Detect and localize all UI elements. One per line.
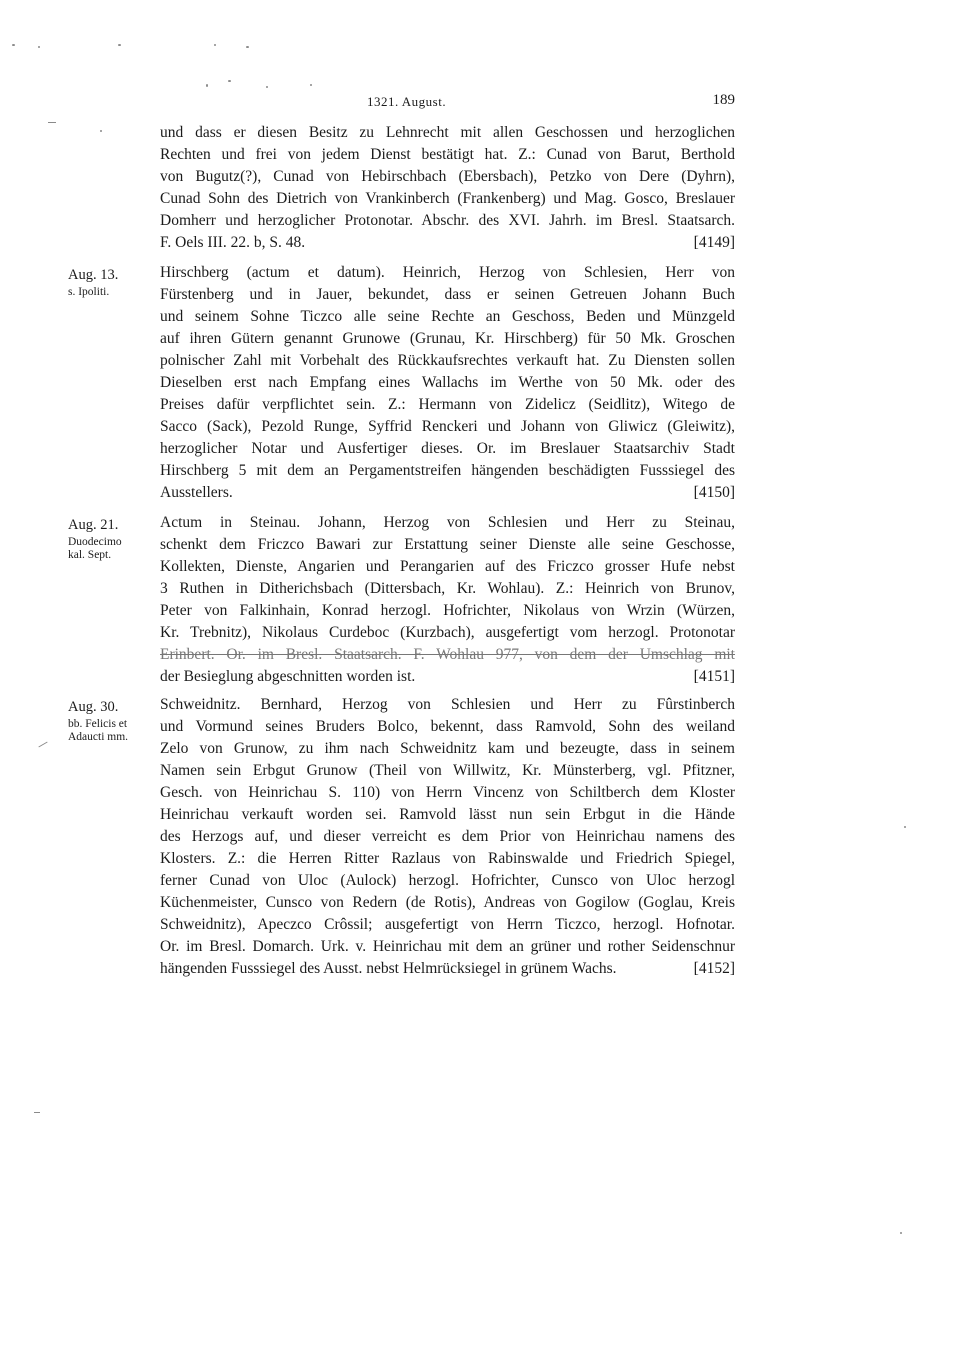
text-line: hängenden Fusssiegel des Ausst. nebst Helmrücksiegel in grünem Wachs. xyxy=(160,960,617,977)
feast-day: kal. Sept. xyxy=(68,549,112,561)
scan-speck xyxy=(900,1232,902,1234)
running-head: 1321. August. xyxy=(367,94,447,109)
text-line: und dass er diesen Besitz zu Lehnrecht mit allen Geschossen und herzoglichen xyxy=(160,124,735,141)
text-line: Zelo von Grunow, zu ihm nach Schweidnitz kam und bezeugte, dass in seinem xyxy=(160,740,735,757)
entry-number: [4152] xyxy=(693,960,735,977)
text-line: Dieselben erst nach Empfang eines Wallachs im Werthe von 50 Mk. oder des xyxy=(160,374,735,391)
entry-end-line xyxy=(160,232,735,254)
text-line: von Bugutz(?), Cunad von Hebirschbach (Ebersbach), Petzko von Dere (Dyhrn), xyxy=(160,168,735,185)
struck-text-line: Erinbert. Or. im Bresl. Staatsarch. F. Wohlau 977, von dem der Umschlag mit xyxy=(160,646,735,663)
entry-4149-continuation xyxy=(160,122,735,254)
text-line: Heinrichau verkauft worden sei. Ramvold lässt nun sein Erbgut in die Hände xyxy=(160,806,735,823)
entry-4152-margin xyxy=(68,696,156,744)
text-line: Kollekten, Dienste, Angarien und Perangarien auf des Friczco grosser Hufe nebst xyxy=(160,558,735,575)
text-line: Cunad Sohn des Dietrich von Vrankinberch (Frankenberg) und Mag. Gosco, Breslauer xyxy=(160,190,735,207)
scan-speck xyxy=(38,742,47,748)
scan-speck xyxy=(206,84,208,87)
scan-speck xyxy=(904,826,906,828)
text-line: 3 Ruthen in Ditherichsbach (Dittersbach, Kr. Wohlau). Z.: Heinrich von Brunov, xyxy=(160,580,735,597)
text-line: Küchenmeister, Cunsco von Redern (de Rotis), Andreas von Gogilow (Goglau, Kreis xyxy=(160,894,735,911)
text-line: polnischer Zahl mit Vorbehalt des Rückkaufsrechtes verkauft hat. Zu Diensten sollen xyxy=(160,352,735,369)
entry-number: [4149] xyxy=(693,234,735,251)
feast-day: s. Ipoliti. xyxy=(68,286,110,298)
text-line: Hirschberg (actum et datum). Heinrich, Herzog von Schlesien, Herr von xyxy=(160,264,735,281)
text-line: ferner Cunad von Uloc (Aulock) herzogl. Hofrichter, Cunsco von Uloc herzogl xyxy=(160,872,735,889)
text-line: herzoglicher Notar und Ausfertiger dieses. Or. im Breslauer Staatsarchiv Stadt xyxy=(160,440,735,457)
entry-end-line xyxy=(160,666,735,688)
scan-speck xyxy=(310,84,312,86)
entry-4151 xyxy=(160,512,735,688)
scan-speck xyxy=(266,86,268,88)
entry-number: [4150] xyxy=(693,484,735,501)
page-number: 189 xyxy=(712,92,735,108)
text-line: Schweidnitz. Bernhard, Herzog von Schlesien und Herr zu Fûrstinberch xyxy=(160,696,735,713)
text-line: Schweidnitz), Apeczco Crôssil; ausgefertigt von Herrn Ticzco, herzogl. Hofnotar. xyxy=(160,916,735,933)
scan-speck xyxy=(38,46,40,48)
scan-speck xyxy=(118,44,121,46)
text-line: Or. im Bresl. Domarch. Urk. v. Heinrichau mit dem an grüner und rother Seidenschnur xyxy=(160,938,735,955)
text-line: des Herzogs auf, und dieser verreicht es dem Prior von Heinrichau namens des xyxy=(160,828,735,845)
entry-date: Aug. 30. xyxy=(68,699,119,715)
scan-speck xyxy=(34,1112,40,1113)
entry-date: Aug. 21. xyxy=(68,517,119,533)
entry-4150-margin xyxy=(68,264,156,299)
page-header xyxy=(160,92,735,114)
text-line: Klosters. Z.: die Herren Ritter Razlaus von Rabinswalde und Friedrich Spiegel, xyxy=(160,850,735,867)
text-line: Peter von Falkinhain, Konrad herzogl. Hofrichter, Nikolaus von Wrzin (Würzen, xyxy=(160,602,735,619)
text-line: Fürstenberg und in Jauer, bekundet, dass er seinen Getreuen Johann Buch xyxy=(160,286,735,303)
text-line: Preises dafür verpflichtet sein. Z.: Hermann von Zidelicz (Seidlitz), Witego de xyxy=(160,396,735,413)
text-line: schenkt dem Friczco Bawari zur Erstattung seiner Dienste alle seine Geschosse, xyxy=(160,536,735,553)
text-line: der Besieglung abgeschnitten worden ist. xyxy=(160,668,416,685)
text-line: Domherr und herzoglicher Protonotar. Abschr. des XVI. Jahrh. im Bresl. Staatsarch. xyxy=(160,212,735,229)
text-line: Hirschberg 5 mit dem an Pergamentstreifen hängenden beschädigten Fusssiegel des xyxy=(160,462,735,479)
entry-4151-margin xyxy=(68,514,156,562)
feast-day: Duodecimo xyxy=(68,536,122,548)
scan-speck xyxy=(214,44,216,46)
entry-4150 xyxy=(160,262,735,504)
feast-day: bb. Felicis et xyxy=(68,718,128,730)
text-line: F. Oels III. 22. b, S. 48. xyxy=(160,234,306,251)
scan-speck xyxy=(48,122,56,123)
entry-end-line xyxy=(160,958,735,980)
text-line: Gesch. von Heinrichau S. 110) von Herrn Vincenz von Schiltberch dem Kloster xyxy=(160,784,735,801)
text-line: und seinem Sohne Ticzco alle seine Rechte an Geschoss, Beden und Münzgeld xyxy=(160,308,735,325)
text-line: Kr. Trebnitz), Nikolaus Curdeboc (Kurzbach), ausgefertigt vom herzogl. Protonotar xyxy=(160,624,735,641)
text-line: und Vormund seines Bruders Bolco, bekennt, dass Ramvold, Sohn des weiland xyxy=(160,718,735,735)
text-line: auf ihren Gütern genannt Grunowe (Grunau, Kr. Hirschberg) für 50 Mk. Groschen xyxy=(160,330,735,347)
text-line: Namen sein Erbgut Grunow (Theil von Willwitz, Kr. Münsterberg, vgl. Pfitzner, xyxy=(160,762,735,779)
scan-speck xyxy=(12,44,15,46)
text-line: Ausstellers. xyxy=(160,484,233,501)
text-line: Sacco (Sack), Pezold Runge, Syffrid Renckeri und Johann von Gliwicz (Gleiwitz), xyxy=(160,418,735,435)
scan-speck xyxy=(228,80,231,82)
feast-day: Adaucti mm. xyxy=(68,731,129,743)
scan-speck xyxy=(100,130,102,132)
text-line: Actum in Steinau. Johann, Herzog von Schlesien und Herr zu Steinau, xyxy=(160,514,735,531)
scan-speck xyxy=(246,46,249,48)
entry-number: [4151] xyxy=(693,668,735,685)
text-line: Rechten und frei von jedem Dienst bestätigt hat. Z.: Cunad von Barut, Berthold xyxy=(160,146,735,163)
entry-date: Aug. 13. xyxy=(68,267,119,283)
entry-4152 xyxy=(160,694,735,980)
entry-end-line xyxy=(160,482,735,504)
